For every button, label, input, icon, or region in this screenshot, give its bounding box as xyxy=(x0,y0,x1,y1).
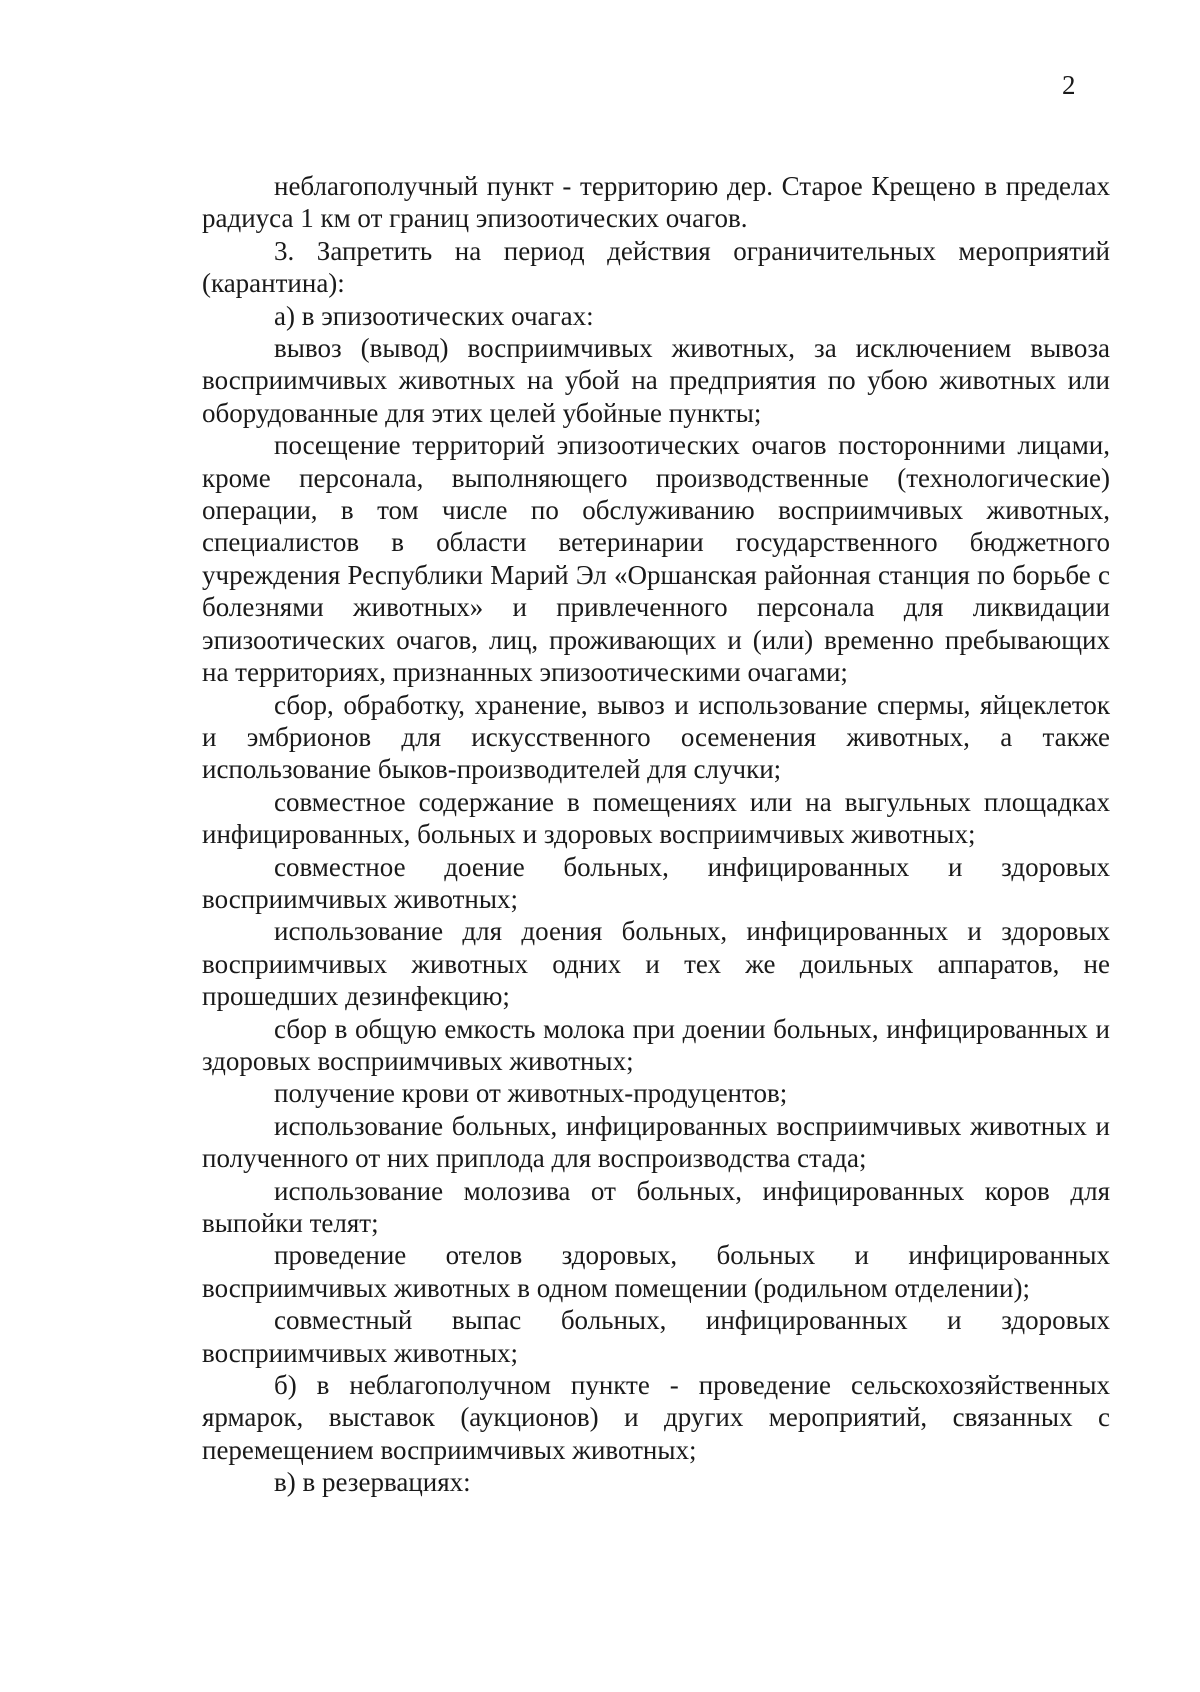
paragraph-milking-equipment: использование для доения больных, инфицированных и здоровых восприимчивых животных одних и тех же доильных аппаратов, не прошедших дезинфекцию; xyxy=(202,916,1110,1012)
paragraph-item-3-heading: 3. Запретить на период действия ограничительных мероприятий (карантина): xyxy=(202,235,1110,299)
paragraph-visit-ban: посещение территорий эпизоотических очагов посторонними лицами, кроме персонала, выполняющего производственные (технологические) операции, в том числе по обслуживанию восприимчивых животных, специалистов в области ветеринарии государственного бюджетного учреждения Республики Марий Эл «Оршанская районная станция по борьбе с болезнями животных» и привлеченного персонала для ликвидации эпизоотических очагов, лиц, проживающих и (или) временно пребывающих на территориях, признанных эпизоотическими очагами; xyxy=(202,430,1110,688)
document-body xyxy=(202,170,1110,1499)
paragraph-colostrum-use: использование молозива от больных, инфицированных коров для выпойки телят; xyxy=(202,1175,1110,1238)
paragraph-export-ban: вывоз (вывод) восприимчивых животных, за исключением вывоза восприимчивых животных на убой на предприятия по убою животных или оборудованные для этих целей убойные пункты; xyxy=(202,333,1110,428)
paragraph-breeding-use: использование больных, инфицированных восприимчивых животных и полученного от них приплода для воспроизводства стада; xyxy=(202,1110,1110,1174)
paragraph-joint-grazing: совместный выпас больных, инфицированных и здоровых восприимчивых животных; xyxy=(202,1305,1110,1368)
paragraph-subitem-v: в) в резервациях: xyxy=(274,1467,471,1498)
paragraph-semen-collection: сбор, обработку, хранение, вывоз и использование спермы, яйцеклеток и эмбрионов для искусственного осеменения животных, а также использование быков-производителей для случки; xyxy=(202,689,1110,785)
paragraph-milk-collection: сбор в общую емкость молока при доении больных, инфицированных и здоровых восприимчивых животных; xyxy=(202,1013,1110,1076)
paragraph-calving: проведение отелов здоровых, больных и инфицированных восприимчивых животных в одном помещении (родильном отделении); xyxy=(202,1240,1110,1303)
paragraph-joint-milking: совместное доение больных, инфицированных и здоровых восприимчивых животных; xyxy=(202,851,1110,914)
paragraph-joint-keeping: совместное содержание в помещениях или на выгульных площадках инфицированных, больных и здоровых восприимчивых животных; xyxy=(202,786,1110,850)
paragraph-blood-collection: получение крови от животных-продуцентов; xyxy=(274,1078,788,1109)
paragraph-subitem-b: б) в неблагополучном пункте - проведение сельскохозяйственных ярмарок, выставок (аукционов) и других мероприятий, связанных с перемещением восприимчивых животных; xyxy=(202,1370,1110,1465)
paragraph-subitem-a: а) в эпизоотических очагах: xyxy=(274,300,594,331)
paragraph-territory-definition: неблагополучный пункт - территорию дер. Старое Крещено в пределах радиуса 1 км от границ эпизоотических очагов. xyxy=(202,171,1110,234)
page-number: 2 xyxy=(1062,70,1076,100)
